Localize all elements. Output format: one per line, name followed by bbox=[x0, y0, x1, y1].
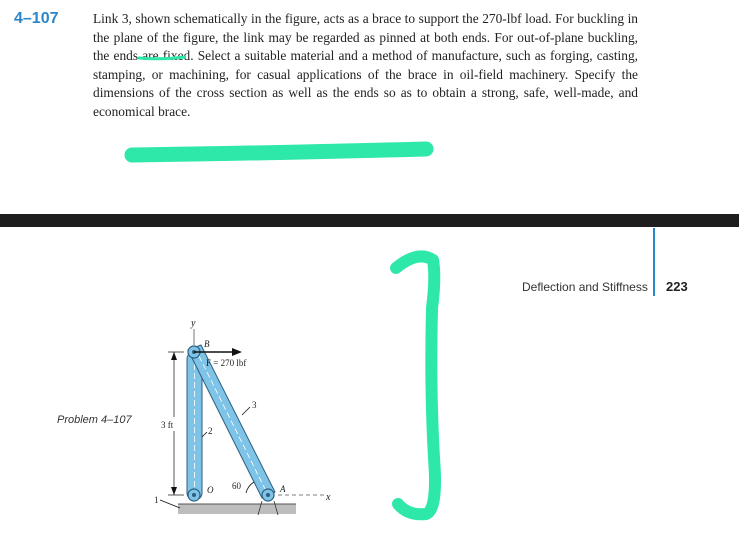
force-arrow bbox=[232, 348, 242, 356]
problem-number: 4–107 bbox=[14, 10, 59, 27]
brace-figure bbox=[150, 315, 340, 520]
page-number: 223 bbox=[666, 279, 688, 294]
handwritten-bracket bbox=[388, 248, 458, 528]
y-axis-label: y bbox=[191, 318, 196, 329]
link-2-label: 2 bbox=[208, 426, 213, 436]
header-rule bbox=[653, 228, 655, 296]
link-3-label: 3 bbox=[252, 400, 257, 410]
running-header-title: Deflection and Stiffness bbox=[522, 280, 648, 294]
link-1-label: 1 bbox=[154, 495, 159, 505]
x-axis-label: x bbox=[326, 492, 331, 503]
force-label: F = 270 lbf bbox=[206, 358, 247, 368]
page-divider bbox=[0, 214, 739, 227]
problem-statement: Link 3, shown schematically in the figure, acts as a brace to support the 270-lbf load. For buckling in the plane of the figure, the link may be regarded as pinned at both ends. For out-of-plane buckling, the ends are fixed. Select a suitable material and a method of manufacture, such as forging, casting, stamping, or machining, for casual applications of the brace in oil-field machinery. Specify the dimensions of the cross section as well as the ends so as to obtain a strong, safe, well-made, and economical brace. bbox=[93, 11, 638, 119]
ground-hatch bbox=[178, 504, 296, 514]
height-dimension: 3 ft bbox=[161, 420, 174, 430]
angle-label: 60 bbox=[232, 481, 241, 491]
point-o-label: O bbox=[207, 485, 214, 495]
figure-caption: Problem 4–107 bbox=[57, 414, 132, 426]
point-a-label: A bbox=[280, 484, 286, 494]
highlighter-stroke bbox=[124, 135, 434, 165]
point-b-label: B bbox=[204, 339, 210, 349]
handwritten-underline bbox=[138, 55, 186, 61]
